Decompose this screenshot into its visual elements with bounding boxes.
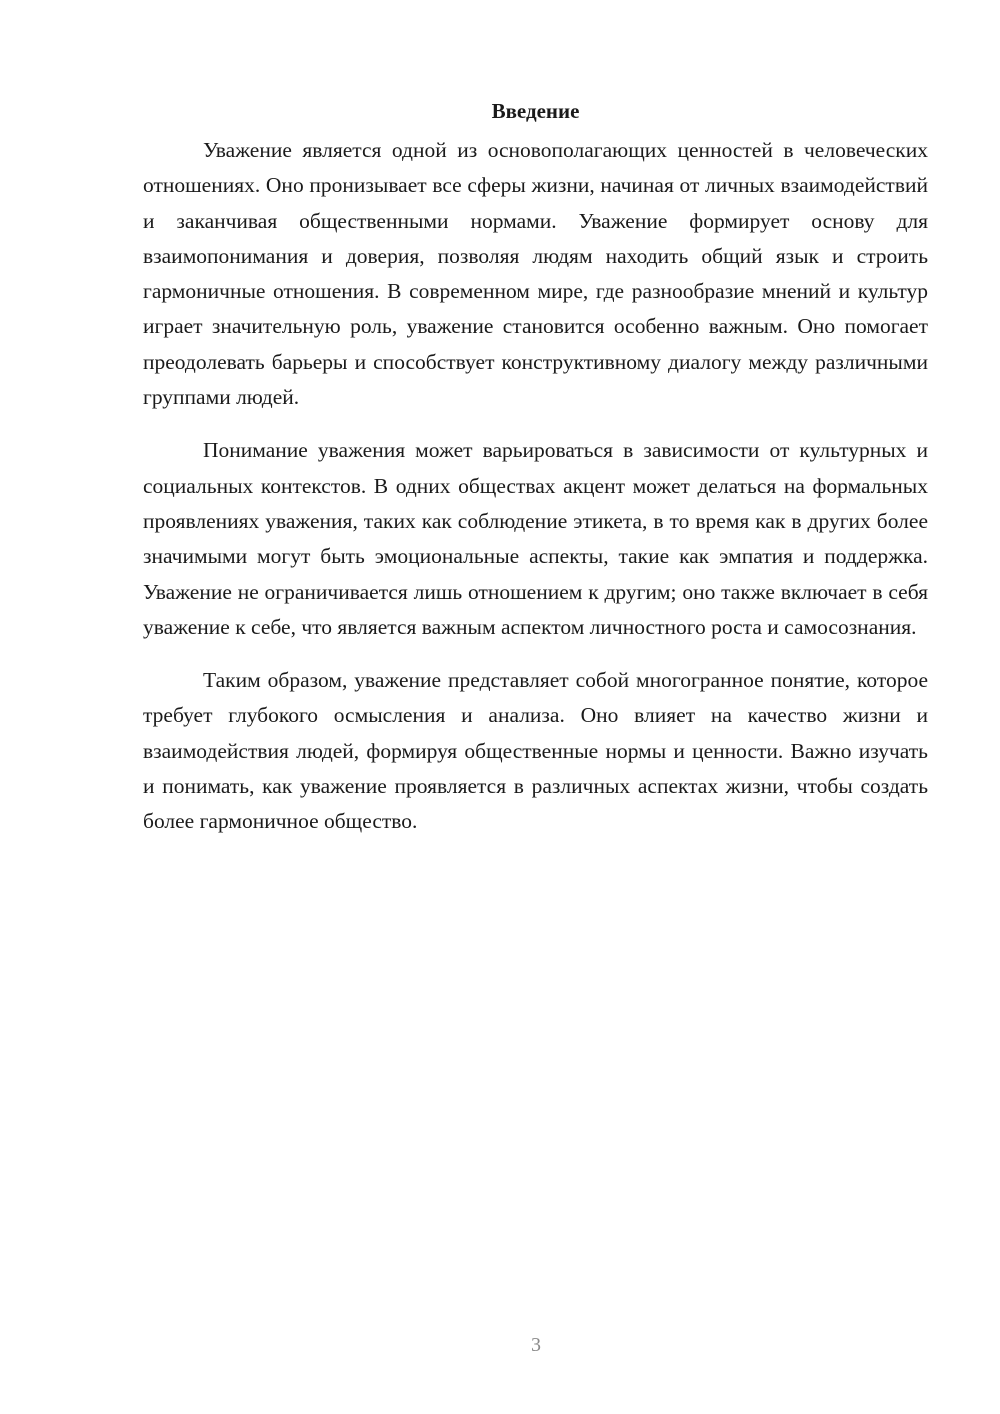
page-content	[143, 98, 928, 858]
section-title: Введение	[491, 99, 580, 123]
paragraph-1: Уважение является одной из основополагающих ценностей в человеческих отношениях. Оно пронизывает все сферы жизни, начиная от личных взаимодействий и заканчивая общественными нормами. Уважение формирует основу для взаимопонимания и доверия, позволяя людям находить общий язык и строить гармоничные отношения. В современном мире, где разнообразие мнений и культур играет значительную роль, уважение становится особенно важным. Оно помогает преодолевать барьеры и способствует конструктивному диалогу между различными группами людей.	[143, 138, 928, 410]
paragraph-2: Понимание уважения может варьироваться в зависимости от культурных и социальных контекстов. В одних обществах акцент может делаться на формальных проявлениях уважения, таких как соблюдение этикета, в то время как в других более значимыми могут быть эмоциональные аспекты, такие как эмпатия и поддержка. Уважение не ограничивается лишь отношением к другим; оно также включает в себя уважение к себе, что является важным аспектом личностного роста и самосознания.	[143, 438, 928, 639]
page-number: 3	[531, 1334, 541, 1356]
paragraph-3: Таким образом, уважение представляет собой многогранное понятие, которое требует глубокого осмысления и анализа. Оно влияет на качество жизни и взаимодействия людей, формируя общественные нормы и ценности. Важно изучать и понимать, как уважение проявляется в различных аспектах жизни, чтобы создать более гармоничное общество.	[143, 668, 928, 834]
